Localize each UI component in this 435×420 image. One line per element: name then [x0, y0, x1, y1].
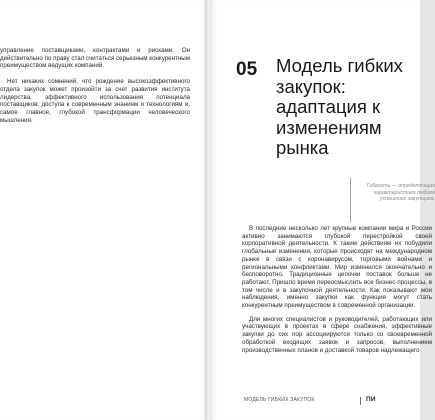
- pull-quote: Гибкость — определяющая характеристика любого успешного закупщика.: [366, 183, 435, 203]
- page-footer: [244, 397, 419, 407]
- running-title: МОДЕЛЬ ГИБКИХ ЗАКУПОК: [244, 397, 315, 403]
- left-paragraph-1: управление поставщиками, контрактами и рисками. Он действительно по праву стал считаться серьезным конкурентным преимуществом ведущих компаний.: [0, 47, 190, 70]
- right-page: [210, 0, 435, 420]
- chapter-title: Модель гибких закупок: адаптация к изменениям рынка: [276, 55, 403, 158]
- chapter-number: 05: [236, 59, 258, 80]
- quote-divider: [350, 178, 351, 222]
- right-paragraph-2: Для многих специалистов и руководителей, работающих или участвующих в проектах в сфере снабжения, эффективные закупки до сих пор ассоциируются только со своевременной обработкой входящих заявок и запросов, выполнением производственных планов и доставкой товаров надлежащего: [242, 315, 432, 354]
- footer-separator: [360, 397, 361, 405]
- left-paragraph-2: Нет никаких сомнений, что рождение высокоэффективного отдела закупок может произойти за счет развития института лидерства, эффективного использования потенциала поставщиков, доступа к современным знаниям и технологиям и, самое главное, глубокой трансформации человеческого мышления.: [0, 78, 190, 124]
- left-page-body: [0, 47, 190, 132]
- publisher-logo-icon: ПИ: [366, 396, 376, 403]
- right-page-body: [242, 225, 432, 360]
- left-page: [0, 0, 207, 420]
- right-paragraph-1: В последние несколько лет крупные компании мира и России активно занимаются глубокой перестройкой своей корпоративной деятельности. К таким действиям их побудили глобальные изменения, которые происходят на международном рынке в связи с коронавирусом, торговыми войнами и региональными конфликтами. Мир изменился окончательно и бесповоротно. Традиционные цепочки поставок больше не работают. Пришло время переосмыслить все бизнес-процессы, в том числе и в закупочной деятельности. Как показывают мои наблюдения, именно закупки как функция могут стать конкурентным преимуществом в современной организации.: [242, 225, 432, 310]
